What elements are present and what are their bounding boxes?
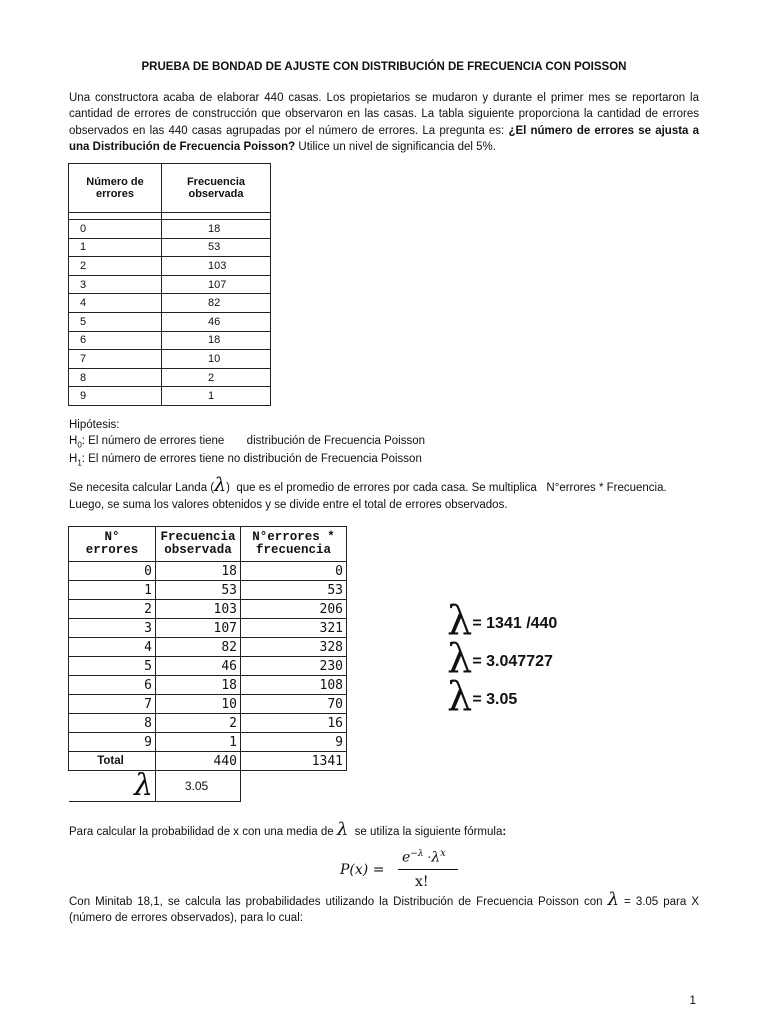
hypothesis-heading: Hipótesis: [69, 419, 120, 431]
table-row [69, 220, 271, 239]
frequency-cell: 18 [156, 676, 241, 695]
product-cell: 230 [241, 657, 347, 676]
table-row [69, 638, 347, 657]
product-cell: 108 [241, 676, 347, 695]
frequency-cell: 2 [162, 368, 271, 387]
table-row [69, 368, 271, 387]
table-row [69, 600, 347, 619]
errors-cell: 8 [69, 368, 162, 387]
product-cell: 321 [241, 619, 347, 638]
total-row [69, 752, 347, 771]
lambda-calc-line-1: λ= 1341 /440 [447, 598, 558, 644]
lambda-icon: λ [447, 674, 473, 720]
errors-cell: 3 [69, 619, 156, 638]
errors-cell: 4 [69, 638, 156, 657]
lambda-row [69, 771, 347, 802]
product-cell: 16 [241, 714, 347, 733]
total-product: 1341 [241, 752, 347, 771]
product-cell: 70 [241, 695, 347, 714]
table-row [69, 581, 347, 600]
intro-text: Una constructora acaba de elaborar 440 casas. Los propietarios se mudaron y durante el primer mes se reportaron la cantidad de errores de construcción que observaron en las casas. La tabla siguiente proporciona la cantidad de errores observados en las 440 casas agrupadas por el número de errores. La pregunta es: [69, 92, 699, 137]
lambda-calc-line-3: λ= 3.05 [447, 674, 518, 720]
formula-intro: Para calcular la probabilidad de x con una media de λ se utiliza la siguiente fórmula: [69, 819, 507, 840]
lambda-calculation-table [68, 526, 347, 802]
lambda-intro: Se necesita calcular Landa (λ) que es el promedio de errores por cada casa. Se multiplica N°errores * Frecuencia. Luego, se suma los valores obtenidos y se divide entre el total de errores observados. [69, 474, 667, 511]
header-errors: Número de errores [69, 164, 162, 213]
total-label: Total [69, 752, 156, 771]
frequency-cell: 18 [162, 220, 271, 239]
errors-cell: 1 [69, 581, 156, 600]
frequency-cell: 1 [156, 733, 241, 752]
errors-cell: 0 [69, 562, 156, 581]
header-frequency: Frecuencia observada [162, 164, 271, 213]
table-row [69, 331, 271, 350]
errors-cell: 7 [69, 350, 162, 369]
errors-cell: 9 [69, 387, 162, 406]
page-number: 1 [689, 993, 696, 1007]
lambda-icon: λ [447, 598, 473, 644]
frequency-cell: 18 [156, 562, 241, 581]
table-row [69, 733, 347, 752]
errors-cell: 2 [69, 257, 162, 276]
hypothesis-h0: $H_0$: El número de errores tiene distribución de Frecuencia Poisson [69, 434, 426, 449]
frequency-cell: 46 [156, 657, 241, 676]
errors-cell: 0 [69, 220, 162, 239]
frequency-cell: 10 [162, 350, 271, 369]
errors-cell: 1 [69, 238, 162, 257]
frequency-cell: 10 [156, 695, 241, 714]
table-row [69, 387, 271, 406]
product-cell: 0 [241, 562, 347, 581]
lambda-icon: λ [133, 768, 153, 803]
frequency-cell: 103 [156, 600, 241, 619]
errors-cell: 7 [69, 695, 156, 714]
table-row [69, 657, 347, 676]
frequency-cell: 2 [156, 714, 241, 733]
errors-cell: 6 [69, 676, 156, 695]
table-row [69, 238, 271, 257]
lambda-value: 3.05 [156, 771, 241, 802]
product-cell: 9 [241, 733, 347, 752]
errors-cell: 5 [69, 657, 156, 676]
table-row [69, 312, 271, 331]
table-row [69, 695, 347, 714]
intro-paragraph [69, 90, 699, 155]
lambda-calc-line-2: λ= 3.047727 [447, 636, 553, 682]
table-row [69, 257, 271, 276]
errors-cell: 3 [69, 275, 162, 294]
table-row [69, 562, 347, 581]
observed-frequency-table [68, 163, 271, 406]
table-row [69, 294, 271, 313]
intro-tail: Utilice un nivel de significancia del 5%. [295, 140, 496, 153]
frequency-cell: 53 [162, 238, 271, 257]
product-cell: 328 [241, 638, 347, 657]
frequency-cell: 82 [162, 294, 271, 313]
table-row [69, 275, 271, 294]
intro-question: ¿El número de errores se ajusta a una Distribución de Frecuencia Poisson? [69, 124, 700, 153]
errors-cell: 6 [69, 331, 162, 350]
frequency-cell: 18 [162, 331, 271, 350]
table-row [69, 676, 347, 695]
frequency-cell: 53 [156, 581, 241, 600]
frequency-cell: 1 [162, 387, 271, 406]
errors-cell: 2 [69, 600, 156, 619]
lambda-icon: λ [214, 474, 227, 496]
minitab-paragraph: Con Minitab 18,1, se calcula las probabilidades utilizando la Distribución de Frecuencia Poisson con λ = 3.05 para X (número de errores observados), para lo cual: [69, 889, 699, 925]
page-title: PRUEBA DE BONDAD DE AJUSTE CON DISTRIBUCIÓN DE FRECUENCIA CON POISSON [141, 61, 627, 73]
lambda-icon: λ [447, 636, 473, 682]
lambda-icon: λ [607, 889, 620, 910]
table-row [69, 619, 347, 638]
errors-cell: 4 [69, 294, 162, 313]
frequency-cell: 107 [162, 275, 271, 294]
product-cell: 206 [241, 600, 347, 619]
frequency-cell: 82 [156, 638, 241, 657]
table-row [69, 714, 347, 733]
errors-cell: 8 [69, 714, 156, 733]
product-cell: 53 [241, 581, 347, 600]
frequency-cell: 107 [156, 619, 241, 638]
hypothesis-block [69, 418, 425, 471]
total-frequency: 440 [156, 752, 241, 771]
lambda-icon: λ [336, 819, 349, 840]
frequency-cell: 46 [162, 312, 271, 331]
table-row [69, 350, 271, 369]
frequency-cell: 103 [162, 257, 271, 276]
header-n-errors: N° errores [69, 527, 156, 562]
errors-cell: 9 [69, 733, 156, 752]
hypothesis-h1: $H_1$: El número de errores tiene no distribución de Frecuencia Poisson [69, 453, 422, 468]
header-product: N°errores * frecuencia [241, 527, 347, 562]
errors-cell: 5 [69, 312, 162, 331]
header-observed: Frecuencia observada [156, 527, 241, 562]
